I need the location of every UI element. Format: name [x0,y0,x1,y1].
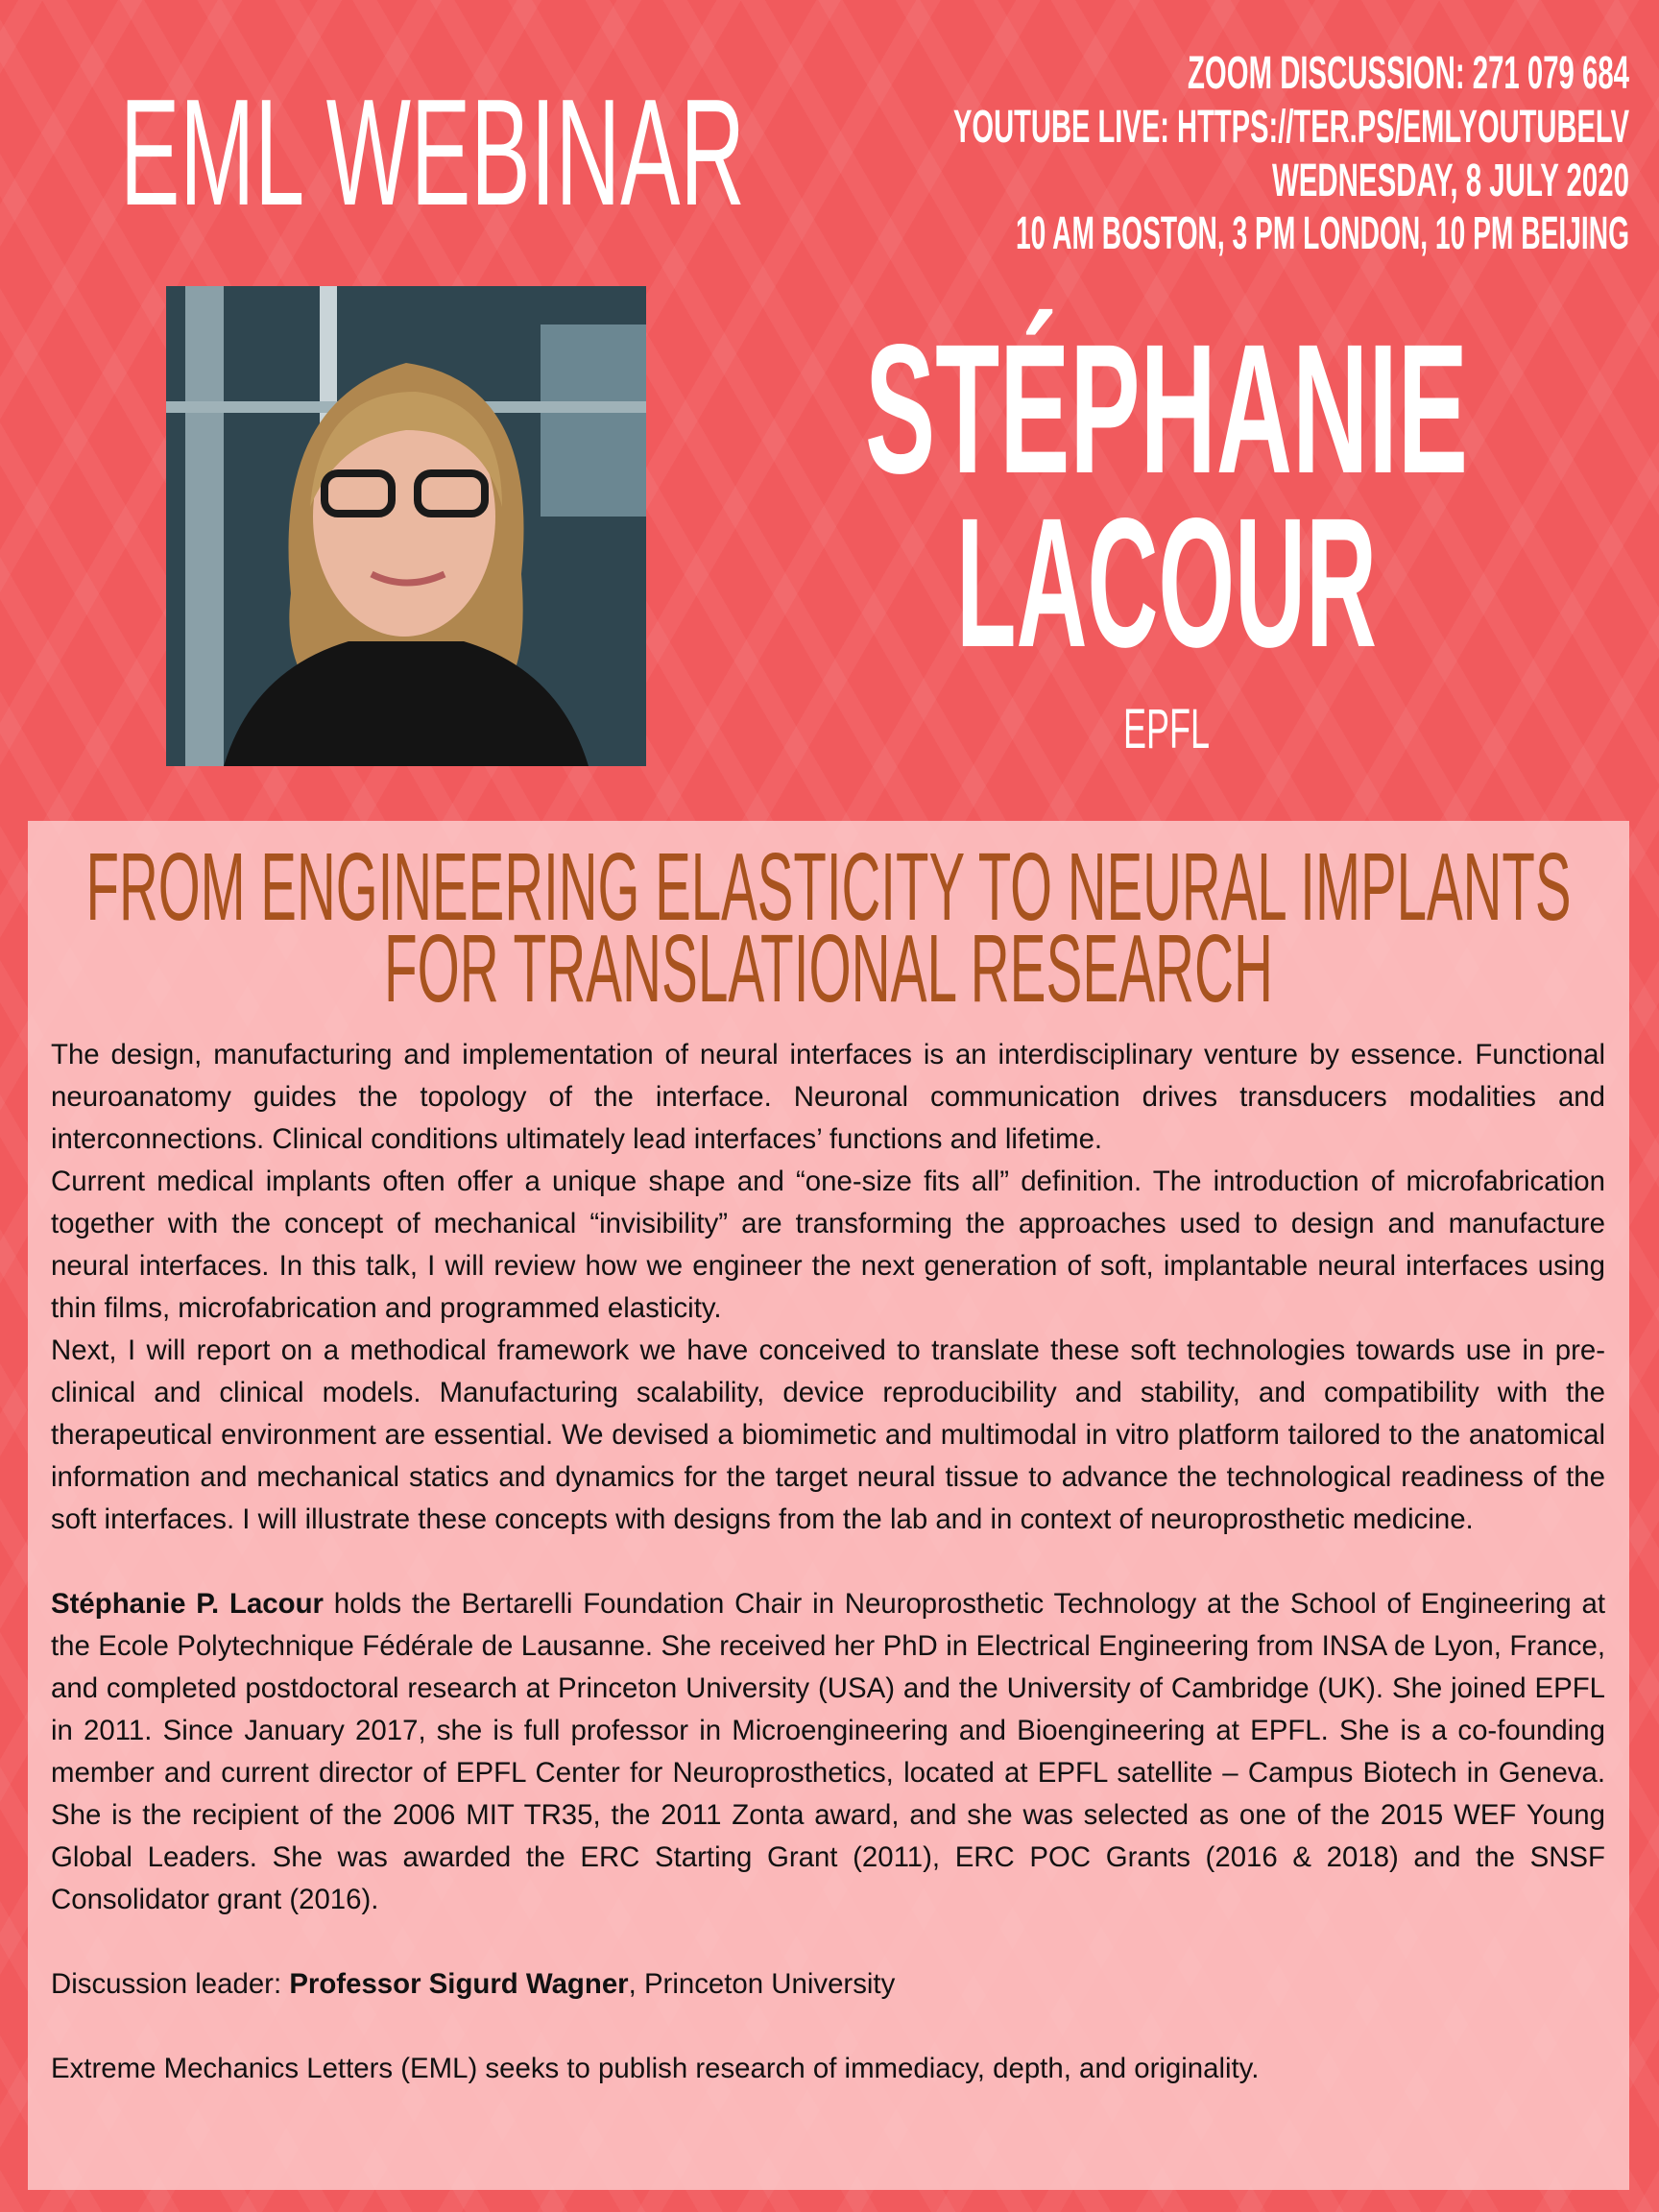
event-info [864,38,1629,264]
speaker-affiliation: EPFL [1123,698,1210,760]
leader-name: Professor Sigurd Wagner [289,1968,629,2000]
journal-note: Extreme Mechanics Letters (EML) seeks to publish research of immediacy, depth, and originality. [51,2053,1260,2084]
bio-name: Stéphanie P. Lacour [51,1588,324,1620]
talk-title-line-1: FROM ENGINEERING ELASTICITY TO NEURAL IMPLANTS [85,833,1572,941]
zoom-id: ZOOM DISCUSSION: 271 079 684 [1188,48,1630,99]
bio-text: holds the Bertarelli Foundation Chair in Neuroprosthetic Technology at the School of Engineering at the Ecole Polytechnique Fédérale de Lausanne. She received her PhD in Electrical Engineering from INSA de Lyon, France, and completed postdoctoral research at Princeton University (USA) and the University of Cambridge (UK). She joined EPFL in 2011. Since January 2017, she is full professor in Microengineering and Bioengineering at EPFL. She is a co-founding member and current director of EPFL Center for Neuroprosthetics, located at EPFL satellite – Campus Biotech in Geneva. She is the recipient of the 2006 MIT TR35, the 2011 Zonta award, and she was selected as one of the 2015 WEF Young Global Leaders. She was awarded the ERC Starting Grant (2011), ERC POC Grants (2016 & 2018) and the SNSF Consolidator grant (2016). [51,1588,1605,1915]
talk-title-line-2: FOR TRANSLATIONAL RESEARCH [384,915,1273,1022]
abstract-panel [28,821,1629,2190]
webinar-title-text: EML WEBINAR [120,68,745,237]
speaker-last-name: LACOUR [956,479,1377,685]
abstract-paragraph: Next, I will report on a methodical framework we have conceived to translate these soft technologies towards use in pre-clinical and clinical models. Manufacturing scalability, device reproducibility and stability, and compatibility with the therapeutical environment are essential. We devised a biomimetic and multimodal in vitro platform tailored to the anatomical information and mechanical statics and dynamics for the target neural tissue to advance the technological readiness of the soft interfaces. I will illustrate these concepts with designs from the lab and in context of neuroprosthetic medicine. [51,1334,1605,1535]
speaker-bio [51,1583,1605,1921]
speaker-name-block [845,307,1498,768]
leader-prefix: Discussion leader: [51,1968,290,2000]
speaker-first-name: STÉPHANIE [865,305,1468,512]
talk-title [28,821,1629,1027]
abstract-paragraph: The design, manufacturing and implementation of neural interfaces is an interdisciplinary venture by essence. Functional neuroanatomy guides the topology of the interface. Neuronal communication drives transducers modalities and interconnections. Clinical conditions ultimately lead interfaces’ functions and lifetime. [51,1039,1605,1155]
discussion-leader [51,1963,1605,2006]
event-times: 10 AM BOSTON, 3 PM LONDON, 10 PM BEIJING [1016,208,1629,259]
abstract-body [51,1034,1605,2090]
youtube-link[interactable]: YOUTUBE LIVE: HTTPS://TER.PS/EMLYOUTUBELV [953,102,1629,153]
event-date: WEDNESDAY, 8 JULY 2020 [1272,156,1629,206]
webinar-title [120,68,754,237]
leader-suffix: , Princeton University [628,1968,896,2000]
speaker-photo [166,286,646,766]
abstract-paragraph: Current medical implants often offer a unique shape and “one-size fits all” definition. The introduction of microfabrication together with the concept of mechanical “invisibility” are transforming the approaches used to design and manufacture neural interfaces. In this talk, I will review how we engineer the next generation of soft, implantable neural interfaces using thin films, microfabrication and programmed elasticity. [51,1166,1605,1324]
